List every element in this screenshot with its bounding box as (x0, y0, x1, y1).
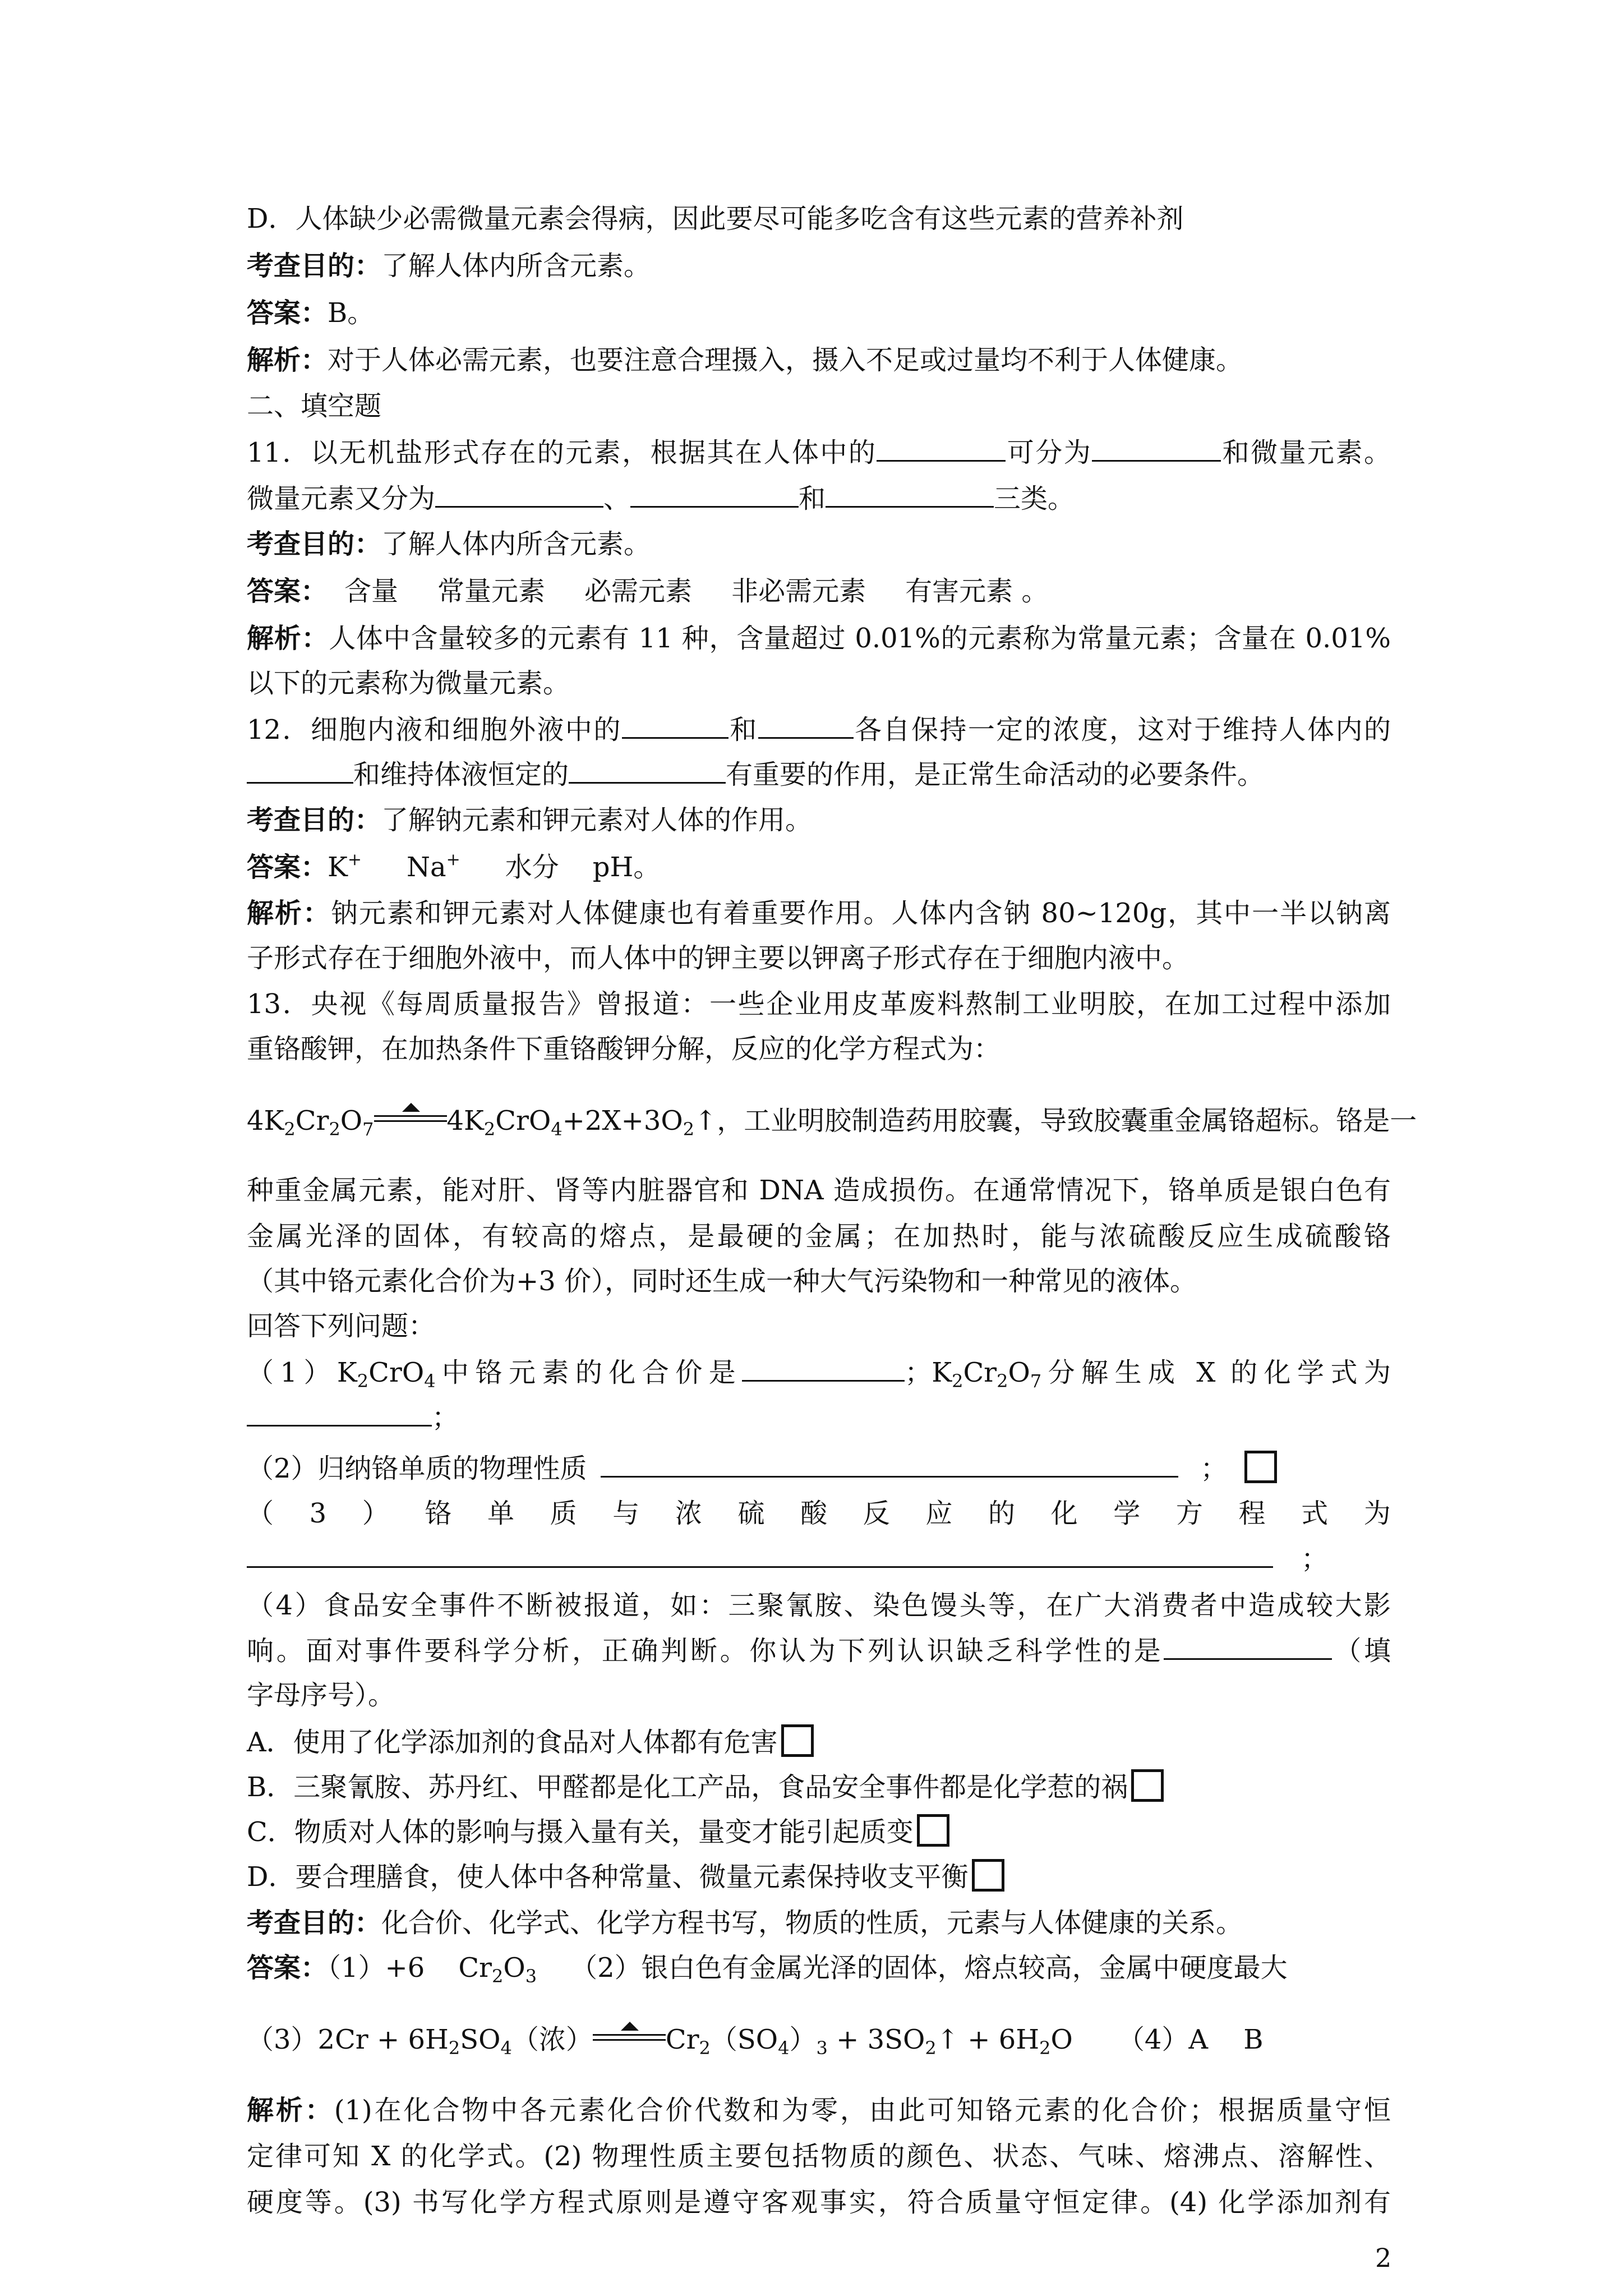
checkbox-square-icon (1244, 1451, 1277, 1483)
q13-prompt: 回答下列问题： (247, 1310, 436, 1342)
blank (826, 481, 994, 508)
analysis-label: 解析： (247, 623, 329, 654)
charge-superscript: + (347, 850, 362, 869)
answer-item: pH。 (592, 852, 661, 883)
q12-analysis (247, 896, 1391, 930)
q12-text: 有重要的作用，是正常生命活动的必要条件。 (726, 759, 1265, 790)
q13-answer (247, 1951, 1391, 1985)
analysis-label: 解析： (247, 2095, 334, 2126)
q11-text: 、 (603, 483, 631, 514)
blank (1092, 435, 1221, 462)
answer-item: Na (407, 852, 446, 883)
q13-part1-cont (247, 1400, 1391, 1434)
checkbox-square-icon (917, 1814, 949, 1847)
q12-stem-line1 (247, 712, 1391, 747)
purpose-text: 化合价、化学式、化学方程书写，物质的性质，元素与人体健康的关系。 (381, 1907, 1243, 1939)
heat-condition-icon (374, 1106, 447, 1140)
option-text: A．使用了化学添加剂的食品对人体都有危害 (247, 1727, 778, 1758)
analysis-text: 对于人体必需元素，也要注意合理摄入，摄入不足或过量均不利于人体健康。 (328, 344, 1243, 376)
checkbox-square-icon (972, 1859, 1004, 1892)
answer-item: 含量 (344, 576, 399, 607)
analysis-label: 解析： (247, 344, 328, 376)
purpose-text: 了解人体内所含元素。 (381, 528, 651, 560)
q13-text: $(1)K_2CrO_4$ (247, 1357, 436, 1392)
checkbox-square-icon (781, 1724, 814, 1757)
answer-label: 答案： (247, 297, 328, 329)
q12-text: 和 (728, 714, 758, 746)
q13-text: 分解生成 X 的化学式为 (1041, 1357, 1391, 1388)
answer-blank[interactable] (247, 1542, 1273, 1568)
q11-text: 和微量元素。 (1221, 437, 1391, 468)
q13-part3: （3）铬单质与浓硫酸反应的化学方程式为 (247, 1498, 1391, 1529)
purpose-text: 了解人体内所含元素。 (381, 250, 651, 282)
q13-stem-line1: 13．央视《每周质量报告》曾报道：一些企业用皮革废料熬制工业明胶，在加工过程中添加 (247, 988, 1391, 1020)
q13-part3-cont (247, 1542, 1391, 1576)
q12-text: 12．细胞内液和细胞外液中的 (247, 714, 622, 746)
q13-text: ，工业明胶制造药用胶囊，导致胶囊重金属铬超标。铬是一 (717, 1105, 1417, 1137)
q13-analysis-line2: 定律可知 X 的化学式。(2) 物理性质主要包括物质的颜色、状态、气味、熔沸点、溶解性、 (247, 2141, 1391, 2172)
answer-item: 水分 (505, 852, 559, 883)
answer-item: K (328, 852, 348, 883)
q13-equation-line (247, 1104, 1417, 1140)
q11-analysis (247, 622, 1391, 655)
purpose-label: 考查目的： (247, 250, 382, 282)
q13-stem-line4: 金属光泽的固体，有较高的熔点，是最硬的金属；在加热时，能与浓硫酸反应生成硫酸铬 (247, 1221, 1391, 1252)
q13-text: （填 (1331, 1635, 1391, 1667)
section-title: 二、填空题 (247, 390, 382, 422)
blank (435, 481, 603, 508)
answer-blank[interactable] (742, 1355, 905, 1382)
answer-item: （1）+6 (328, 1952, 425, 1984)
q10-option-d: D．人体缺少必需微量元素会得病，因此要尽可能多吃含有这些元素的营养补剂 (247, 203, 1184, 234)
blank (758, 712, 854, 739)
blank (630, 481, 799, 508)
purpose-label: 考查目的： (247, 804, 382, 836)
answer-item: 必需元素 (584, 576, 693, 607)
q12-analysis-cont: 子形式存在于细胞外液中，而人体中的钾主要以钾离子形式存在于细胞内液中。 (247, 942, 1189, 974)
answer-blank[interactable] (601, 1451, 1178, 1478)
q13-stem-line3: 种重金属元素，能对肝、肾等内脏器官和 DNA 造成损伤。在通常情况下，铬单质是银白色有 (247, 1175, 1391, 1206)
q11-text: 11．以无机盐形式存在的元素，根据其在人体中的 (247, 437, 877, 468)
q11-answer (247, 574, 1391, 608)
q12-answer (247, 850, 1391, 884)
q11-text: 可分为 (1006, 437, 1092, 468)
q11-stem-line1 (247, 435, 1391, 470)
analysis-text: (1)在化合物中各元素化合价代数和为零，由此可知铬元素的化合价；根据质量守恒 (334, 2095, 1391, 2126)
q13-option-c (247, 1814, 1391, 1849)
charge-superscript: + (446, 850, 460, 869)
q12-text: 各自保持一定的浓度，这对于维持人体内的 (853, 714, 1391, 746)
answer-blank[interactable] (1164, 1634, 1332, 1660)
q13-part2 (247, 1451, 1391, 1485)
purpose-label: 考查目的： (247, 528, 382, 560)
heat-condition-icon (593, 2025, 666, 2059)
q13-option-b (247, 1769, 1391, 1804)
q13-stem-line2: 重铬酸钾，在加热条件下重铬酸钾分解，反应的化学方程式为： (247, 1033, 1001, 1065)
q10-answer (247, 296, 1391, 330)
q12-text: 和维持体液恒定的 (353, 759, 569, 790)
q13-part1 (247, 1355, 1391, 1392)
blank (622, 712, 728, 739)
answer-text: B。 (328, 297, 375, 329)
answer-item: （2）银白色有金属光泽的固体，熔点较高，金属中硬度最大 (570, 1952, 1288, 1984)
reaction-equation: $4K_2Cr_2O_7$ $4K_2CrO_4+2X+3O_2↑$ (247, 1105, 717, 1137)
q13-stem-line5: （其中铬元素化合价为+3 价），同时还生成一种大气污染物和一种常见的液体。 (247, 1266, 1197, 1297)
q13-option-d (247, 1859, 1391, 1894)
q13-text: （2）归纳铬单质的物理性质 (247, 1453, 587, 1484)
answer-label: 答案： (247, 1952, 328, 1984)
q13-part4-line3: 字母序号）。 (247, 1680, 395, 1711)
answer-label: 答案： (247, 576, 328, 607)
checkbox-square-icon (1131, 1769, 1164, 1802)
q11-text: 和 (799, 483, 826, 514)
q13-text: ；$K_2Cr_2O_7$ (905, 1357, 1042, 1392)
q11-text: 三类。 (994, 483, 1075, 514)
answer-label: 答案： (247, 852, 328, 883)
q11-text: 微量元素又分为 (247, 483, 436, 514)
q13-text: ； (1301, 1543, 1329, 1575)
blank (877, 435, 1006, 462)
answer-item: （4）A B (1117, 2024, 1264, 2055)
answer-item: 常量元素 (437, 576, 546, 607)
q13-part4-line1: （4）食品安全事件不断被报道，如：三聚氰胺、染色馒头等，在广大消费者中造成较大影 (247, 1590, 1391, 1621)
blank (569, 757, 726, 784)
q10-analysis (247, 343, 1391, 377)
q13-option-a (247, 1724, 1391, 1759)
answer-item: 非必需元素 (731, 576, 866, 607)
q13-purpose (247, 1906, 1391, 1940)
option-text: C．物质对人体的影响与摄入量有关，量变才能引起质变 (247, 1816, 914, 1848)
q11-purpose (247, 527, 1391, 561)
answer-item: $Cr_2O_3$ (458, 1952, 537, 1987)
purpose-label: 考查目的： (247, 1907, 382, 1939)
q13-text: ； (432, 1402, 459, 1433)
q13-text: 中铬元素的化合价是 (435, 1357, 743, 1388)
q13-text: ； (1200, 1453, 1228, 1484)
blank (247, 757, 353, 784)
analysis-text: 钠元素和钾元素对人体健康也有着重要作用。人体内含钠 80~120g，其中一半以钠离 (330, 898, 1391, 929)
option-text: B．三聚氰胺、苏丹红、甲醛都是化工产品，食品安全事件都是化学惹的祸 (247, 1772, 1128, 1803)
answer-blank[interactable] (247, 1400, 432, 1427)
q13-part4-line2 (247, 1634, 1391, 1668)
q13-answer-equation: $(3)2Cr + 6H_2SO_4$（浓） $Cr_2(SO_4)_3$ + $3SO_2↑ + 6H_2O$ （4）A B (247, 2023, 1391, 2059)
q11-analysis-cont: 以下的元素称为微量元素。 (247, 668, 570, 699)
analysis-label: 解析： (247, 898, 331, 929)
answer-item: 有害元素 。 (905, 576, 1049, 607)
q13-analysis-line3: 硬度等。(3) 书写化学方程式原则是遵守客观事实，符合质量守恒定律。(4) 化学添加剂有 (247, 2187, 1391, 2218)
q13-text: 响。面对事件要科学分析，正确判断。你认为下列认识缺乏科学性的是 (247, 1635, 1164, 1667)
purpose-text: 了解钠元素和钾元素对人体的作用。 (381, 804, 813, 836)
q11-stem-line2 (247, 481, 1391, 516)
analysis-text: 人体中含量较多的元素有 11 种，含量超过 0.01%的元素称为常量元素；含量在 0.01% (329, 623, 1391, 654)
option-text: D．要合理膳食，使人体中各种常量、微量元素保持收支平衡 (247, 1861, 969, 1893)
q10-purpose (247, 249, 1391, 283)
page-number: 2 (1375, 2243, 1392, 2273)
q12-purpose (247, 803, 1391, 837)
q12-stem-line2 (247, 757, 1391, 792)
q13-analysis (247, 2093, 1391, 2127)
